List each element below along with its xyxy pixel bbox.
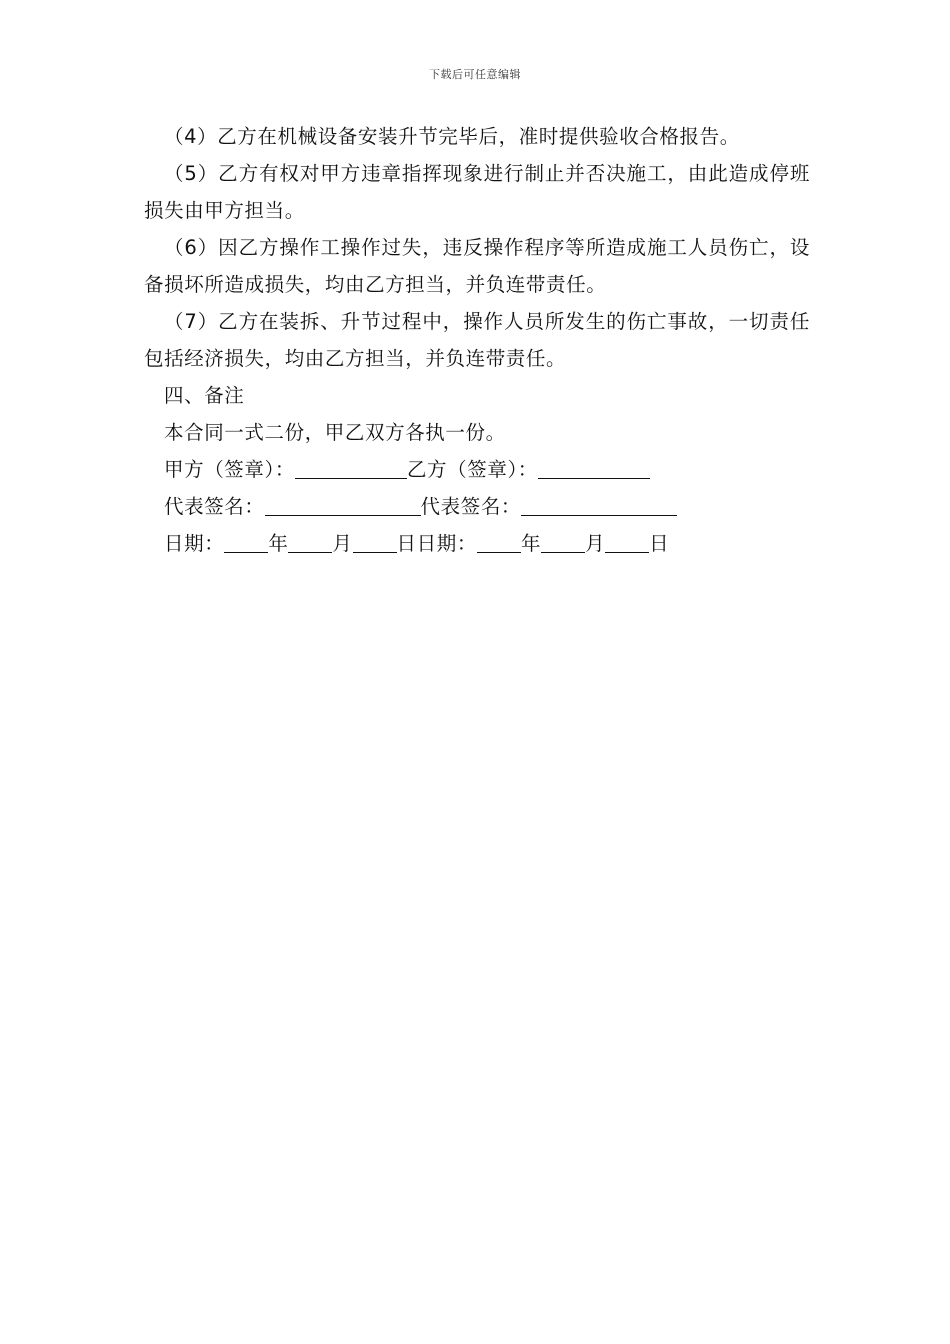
- date-b-day-unit: 日: [649, 532, 670, 555]
- clause-7: （7）乙方在装拆、升节过程中，操作人员所发生的伤亡事故，一切责任包括经济损失，均由乙方担当，并负连带责任。: [144, 310, 810, 370]
- rep-b-blank[interactable]: [521, 493, 677, 516]
- party-b-seal-blank[interactable]: [538, 456, 650, 479]
- rep-b-label: 代表签名：: [420, 495, 522, 518]
- date-a-year-blank[interactable]: [224, 530, 268, 553]
- party-a-seal-label: 甲方（签章）：: [164, 458, 295, 481]
- copies-note: 本合同一式二份，甲乙双方各执一份。: [164, 421, 506, 444]
- party-b-seal-label: 乙方（签章）：: [406, 458, 538, 481]
- date-b-month-unit: 月: [585, 532, 606, 555]
- date-a-day-unit: 日: [396, 532, 417, 555]
- date-b-month-blank[interactable]: [541, 530, 585, 553]
- date-a-year-unit: 年: [268, 532, 289, 555]
- clause-4: （4）乙方在机械设备安装升节完毕后，准时提供验收合格报告。: [164, 125, 740, 148]
- document-body: [144, 118, 810, 562]
- date-a-month-blank[interactable]: [288, 530, 332, 553]
- date-a-month-unit: 月: [332, 532, 353, 555]
- date-a-label: 日期：: [164, 532, 225, 555]
- party-a-seal-blank[interactable]: [295, 456, 407, 479]
- date-b-label: 日期：: [416, 532, 477, 555]
- seal-line: [144, 451, 810, 488]
- date-line: [144, 525, 810, 562]
- page-header: 下载后可任意编辑: [429, 68, 521, 81]
- clause-5: （5）乙方有权对甲方违章指挥现象进行制止并否决施工，由此造成停班损失由甲方担当。: [144, 162, 810, 222]
- date-b-year-blank[interactable]: [477, 530, 521, 553]
- rep-a-blank[interactable]: [265, 493, 421, 516]
- rep-a-label: 代表签名：: [164, 495, 265, 518]
- clause-6: （6）因乙方操作工操作过失，违反操作程序等所造成施工人员伤亡，设备损坏所造成损失，均由乙方担当，并负连带责任。: [144, 236, 810, 296]
- representative-line: [144, 488, 810, 525]
- date-b-day-blank[interactable]: [605, 530, 649, 553]
- remarks-heading: 四、备注: [164, 384, 245, 407]
- date-b-year-unit: 年: [520, 532, 542, 555]
- date-a-day-blank[interactable]: [353, 530, 397, 553]
